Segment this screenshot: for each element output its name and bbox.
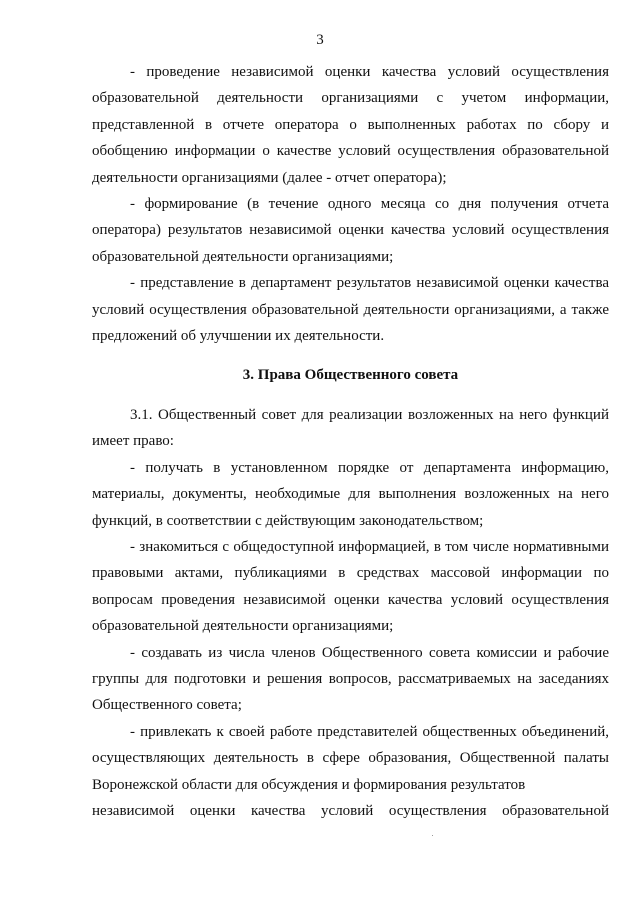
- scan-artifact: [432, 835, 433, 836]
- paragraph-form-results: - формирование (в течение одного месяца со дня получения отчета оператора) результатов независимой оценки качества условий осуществления образовательной деятельности организациями;: [92, 196, 609, 265]
- paragraph-right-receive-info: - получать в установленном порядке от департамента информацию, материалы, документы, необходимые для выполнения возложенных на него функций, в соответствии с действующим законодательством;: [92, 459, 609, 529]
- page-number: 3: [316, 32, 324, 48]
- paragraph-conduct-assessment: - проведение независимой оценки качества условий осуществления образовательной деятельности организациями с учетом информации, представленной в отчете оператора о выполненных работах по сбору и обобщению информации о качестве условий осуществления образовательной деятельности организациями (далее - отчет оператора);: [92, 64, 609, 186]
- paragraph-rights-intro: 3.1. Общественный совет для реализации возложенных на него функций имеет право:: [92, 406, 609, 450]
- document-body: [92, 59, 609, 824]
- paragraph-right-create-commissions: - создавать из числа членов Общественного совета комиссии и рабочие группы для подготовки и решения вопросов, рассматриваемых на заседаниях Общественного совета;: [92, 644, 609, 714]
- section-heading: 3. Права Общественного совета: [242, 367, 459, 384]
- paragraph-right-involve-representatives: - привлекать к своей работе представителей общественных объединений, осуществляющих деятельность в сфере образования, Общественной палаты Воронежской области для обсуждения и формирования результатов: [92, 723, 609, 793]
- paragraph-right-public-info: - знакомиться с общедоступной информацией, в том числе нормативными правовыми актами, публикациями в средствах массовой информации по вопросам проведения независимой оценки качества условий осуществления образовательной деятельности организациями;: [92, 538, 609, 635]
- paragraph-submit-results: - представление в департамент результатов независимой оценки качества условий осуществления образовательной деятельности организациями, а также предложений об улучшении их деятельности.: [92, 275, 609, 345]
- paragraph-continuation-line: независимой оценки качества условий осуществления образовательной: [92, 802, 609, 819]
